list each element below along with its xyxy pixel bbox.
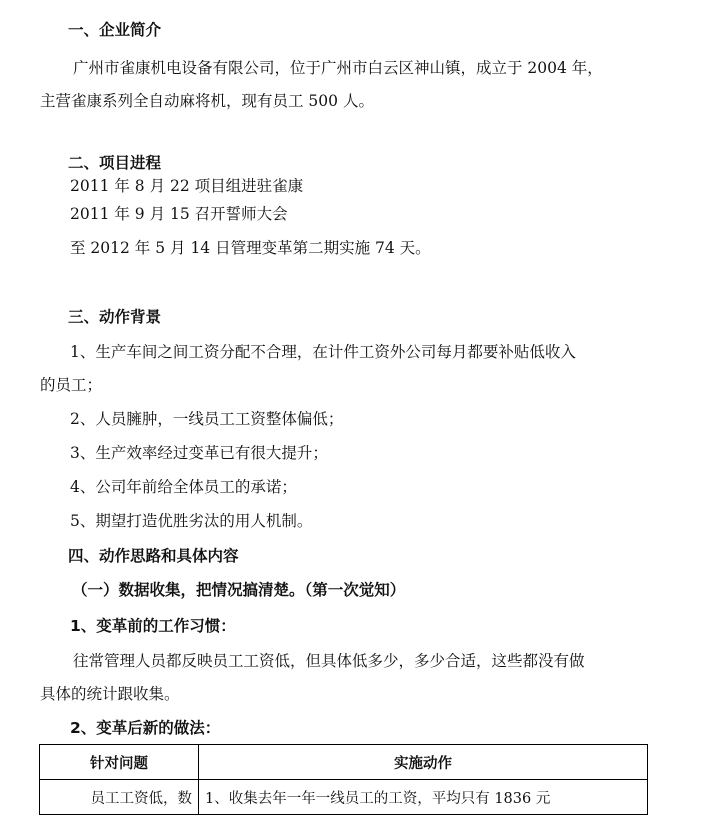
before-paragraph-line-2: 具体的统计跟收集。 xyxy=(40,685,180,703)
background-item-1-line-2: 的员工； xyxy=(40,376,103,394)
section-heading-approach: 四、动作思路和具体内容 xyxy=(68,547,239,565)
company-profile-line-1: 广州市雀康机电设备有限公司，位于广州市白云区神山镇，成立于 2004 年， xyxy=(73,59,603,77)
before-paragraph-line-1: 往常管理人员都反映员工工资低，但具体低多少，多少合适，这些都没有做 xyxy=(73,652,585,670)
section-heading-project-progress: 二、项目进程 xyxy=(68,154,162,172)
point-heading-after: 2、变革后新的做法： xyxy=(70,719,221,737)
section-heading-background: 三、动作背景 xyxy=(68,308,162,326)
progress-line-1: 2011 年 8 月 22 项目组进驻雀康 xyxy=(70,177,304,195)
table-cell-problem: 员工工资低，数 xyxy=(40,780,199,815)
table-header-problem: 针对问题 xyxy=(40,745,199,780)
point-heading-before: 1、变革前的工作习惯： xyxy=(70,617,236,635)
background-item-3: 3、生产效率经过变革已有很大提升； xyxy=(70,444,328,462)
progress-line-2: 2011 年 9 月 15 召开誓师大会 xyxy=(70,205,288,223)
measures-table xyxy=(39,744,648,815)
section-heading-company-profile: 一、企业简介 xyxy=(68,21,162,39)
table-header-action: 实施动作 xyxy=(199,745,648,780)
subsection-heading-data-collection: （一）数据收集，把情况搞清楚。（第一次觉知） xyxy=(72,581,406,599)
table-cell-action: 1、收集去年一年一线员工的工资，平均只有 1836 元 xyxy=(199,780,648,815)
table-row xyxy=(40,780,648,815)
background-item-5: 5、期望打造优胜劣汰的用人机制。 xyxy=(70,512,313,530)
company-profile-line-2: 主营雀康系列全自动麻将机，现有员工 500 人。 xyxy=(40,92,374,110)
table-header-row xyxy=(40,745,648,780)
background-item-1-line-1: 1、生产车间之间工资分配不合理，在计件工资外公司每月都要补贴低收入 xyxy=(70,343,576,361)
background-item-4: 4、公司年前给全体员工的承诺； xyxy=(70,478,297,496)
progress-line-3: 至 2012 年 5 月 14 日管理变革第二期实施 74 天。 xyxy=(70,239,431,257)
background-item-2: 2、人员臃肿，一线员工工资整体偏低； xyxy=(70,410,344,428)
